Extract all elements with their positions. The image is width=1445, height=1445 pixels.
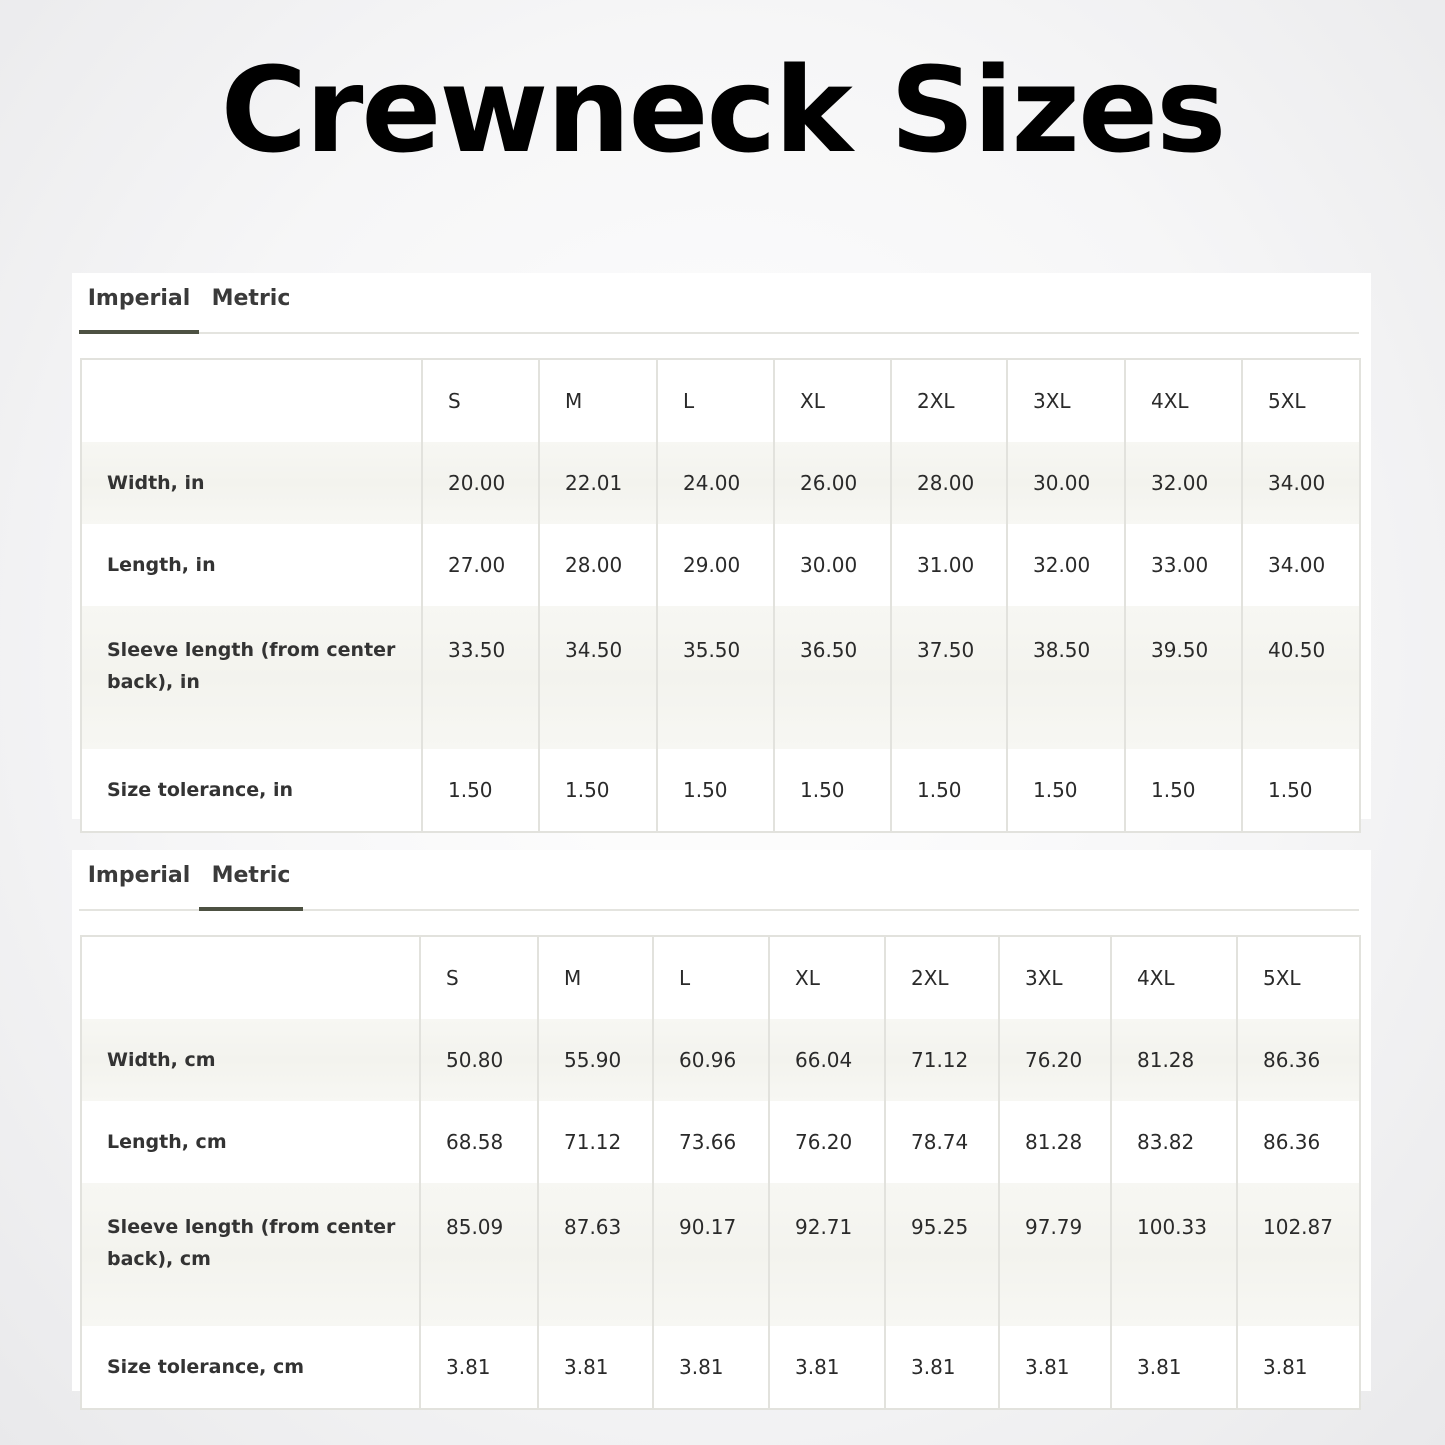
row-label: Sleeve length (from center back), cm [81,1183,420,1326]
table-cell: 37.50 [891,606,1007,749]
size-header: 5XL [1242,359,1360,442]
table-row [81,442,1360,524]
table-cell: 30.00 [1007,442,1125,524]
table-cell: 1.50 [1125,749,1242,832]
table-cell: 40.50 [1242,606,1360,749]
table-header-row [81,936,1360,1019]
table-cell: 3.81 [999,1326,1111,1409]
table-row [81,749,1360,832]
table-cell: 34.50 [539,606,657,749]
table-cell: 38.50 [1007,606,1125,749]
table-cell: 39.50 [1125,606,1242,749]
row-label: Length, cm [81,1101,420,1183]
table-cell: 3.81 [653,1326,769,1409]
table-cell: 68.58 [420,1101,538,1183]
tab-metric[interactable]: Metric [211,286,291,311]
table-cell: 97.79 [999,1183,1111,1326]
table-cell: 29.00 [657,524,774,606]
size-header: L [657,359,774,442]
table-cell: 31.00 [891,524,1007,606]
table-cell: 95.25 [885,1183,999,1326]
table-row [81,1101,1360,1183]
imperial-size-table [80,358,1361,833]
row-label: Size tolerance, in [81,749,422,832]
size-header: 2XL [885,936,999,1019]
table-cell: 71.12 [885,1019,999,1101]
table-cell: 76.20 [769,1101,885,1183]
table-row [81,1326,1360,1409]
table-row [81,1183,1360,1326]
size-header: XL [774,359,891,442]
table-cell: 34.00 [1242,442,1360,524]
table-cell: 1.50 [422,749,539,832]
table-cell: 27.00 [422,524,539,606]
table-cell: 3.81 [1111,1326,1237,1409]
table-cell: 33.50 [422,606,539,749]
table-cell: 34.00 [1242,524,1360,606]
size-header: S [422,359,539,442]
table-cell: 1.50 [657,749,774,832]
row-label: Sleeve length (from center back), in [81,606,422,749]
size-header: 3XL [1007,359,1125,442]
table-cell: 81.28 [999,1101,1111,1183]
table-cell: 1.50 [1242,749,1360,832]
size-header: M [539,359,657,442]
tab-metric[interactable]: Metric [199,850,303,909]
metric-size-table [80,935,1361,1410]
table-cell: 100.33 [1111,1183,1237,1326]
table-cell: 90.17 [653,1183,769,1326]
table-cell: 28.00 [891,442,1007,524]
table-cell: 55.90 [538,1019,653,1101]
table-cell: 85.09 [420,1183,538,1326]
table-cell: 36.50 [774,606,891,749]
unit-tabs [79,850,1359,911]
row-label: Size tolerance, cm [81,1326,420,1409]
row-label: Width, cm [81,1019,420,1101]
table-cell: 66.04 [769,1019,885,1101]
size-header: M [538,936,653,1019]
table-cell: 33.00 [1125,524,1242,606]
size-header: 3XL [999,936,1111,1019]
table-cell: 83.82 [1111,1101,1237,1183]
size-header: S [420,936,538,1019]
table-cell: 3.81 [538,1326,653,1409]
table-cell: 24.00 [657,442,774,524]
table-header-row [81,359,1360,442]
table-row [81,1019,1360,1101]
size-header: XL [769,936,885,1019]
table-cell: 60.96 [653,1019,769,1101]
size-header: 4XL [1125,359,1242,442]
table-cell: 22.01 [539,442,657,524]
table-cell: 86.36 [1237,1101,1360,1183]
size-header: 4XL [1111,936,1237,1019]
header-empty-cell [81,359,422,442]
row-label: Length, in [81,524,422,606]
table-cell: 28.00 [539,524,657,606]
table-cell: 81.28 [1111,1019,1237,1101]
table-row [81,606,1360,749]
table-cell: 50.80 [420,1019,538,1101]
imperial-size-panel [72,273,1371,819]
table-cell: 92.71 [769,1183,885,1326]
table-cell: 3.81 [769,1326,885,1409]
metric-size-panel [72,850,1371,1391]
table-cell: 3.81 [1237,1326,1360,1409]
table-cell: 26.00 [774,442,891,524]
table-cell: 32.00 [1007,524,1125,606]
table-cell: 32.00 [1125,442,1242,524]
table-cell: 30.00 [774,524,891,606]
size-header: 5XL [1237,936,1360,1019]
table-cell: 86.36 [1237,1019,1360,1101]
row-label: Width, in [81,442,422,524]
size-header: L [653,936,769,1019]
table-row [81,524,1360,606]
table-cell: 20.00 [422,442,539,524]
table-cell: 1.50 [891,749,1007,832]
table-cell: 78.74 [885,1101,999,1183]
tab-imperial[interactable]: Imperial [87,863,191,888]
page-title: Crewneck Sizes [220,41,1225,179]
table-cell: 1.50 [539,749,657,832]
table-cell: 73.66 [653,1101,769,1183]
table-cell: 3.81 [885,1326,999,1409]
tab-imperial[interactable]: Imperial [79,273,199,332]
table-cell: 3.81 [420,1326,538,1409]
header-empty-cell [81,936,420,1019]
size-header: 2XL [891,359,1007,442]
table-cell: 87.63 [538,1183,653,1326]
table-cell: 1.50 [1007,749,1125,832]
table-cell: 35.50 [657,606,774,749]
table-cell: 71.12 [538,1101,653,1183]
table-cell: 1.50 [774,749,891,832]
table-cell: 76.20 [999,1019,1111,1101]
table-cell: 102.87 [1237,1183,1360,1326]
unit-tabs [79,273,1359,334]
